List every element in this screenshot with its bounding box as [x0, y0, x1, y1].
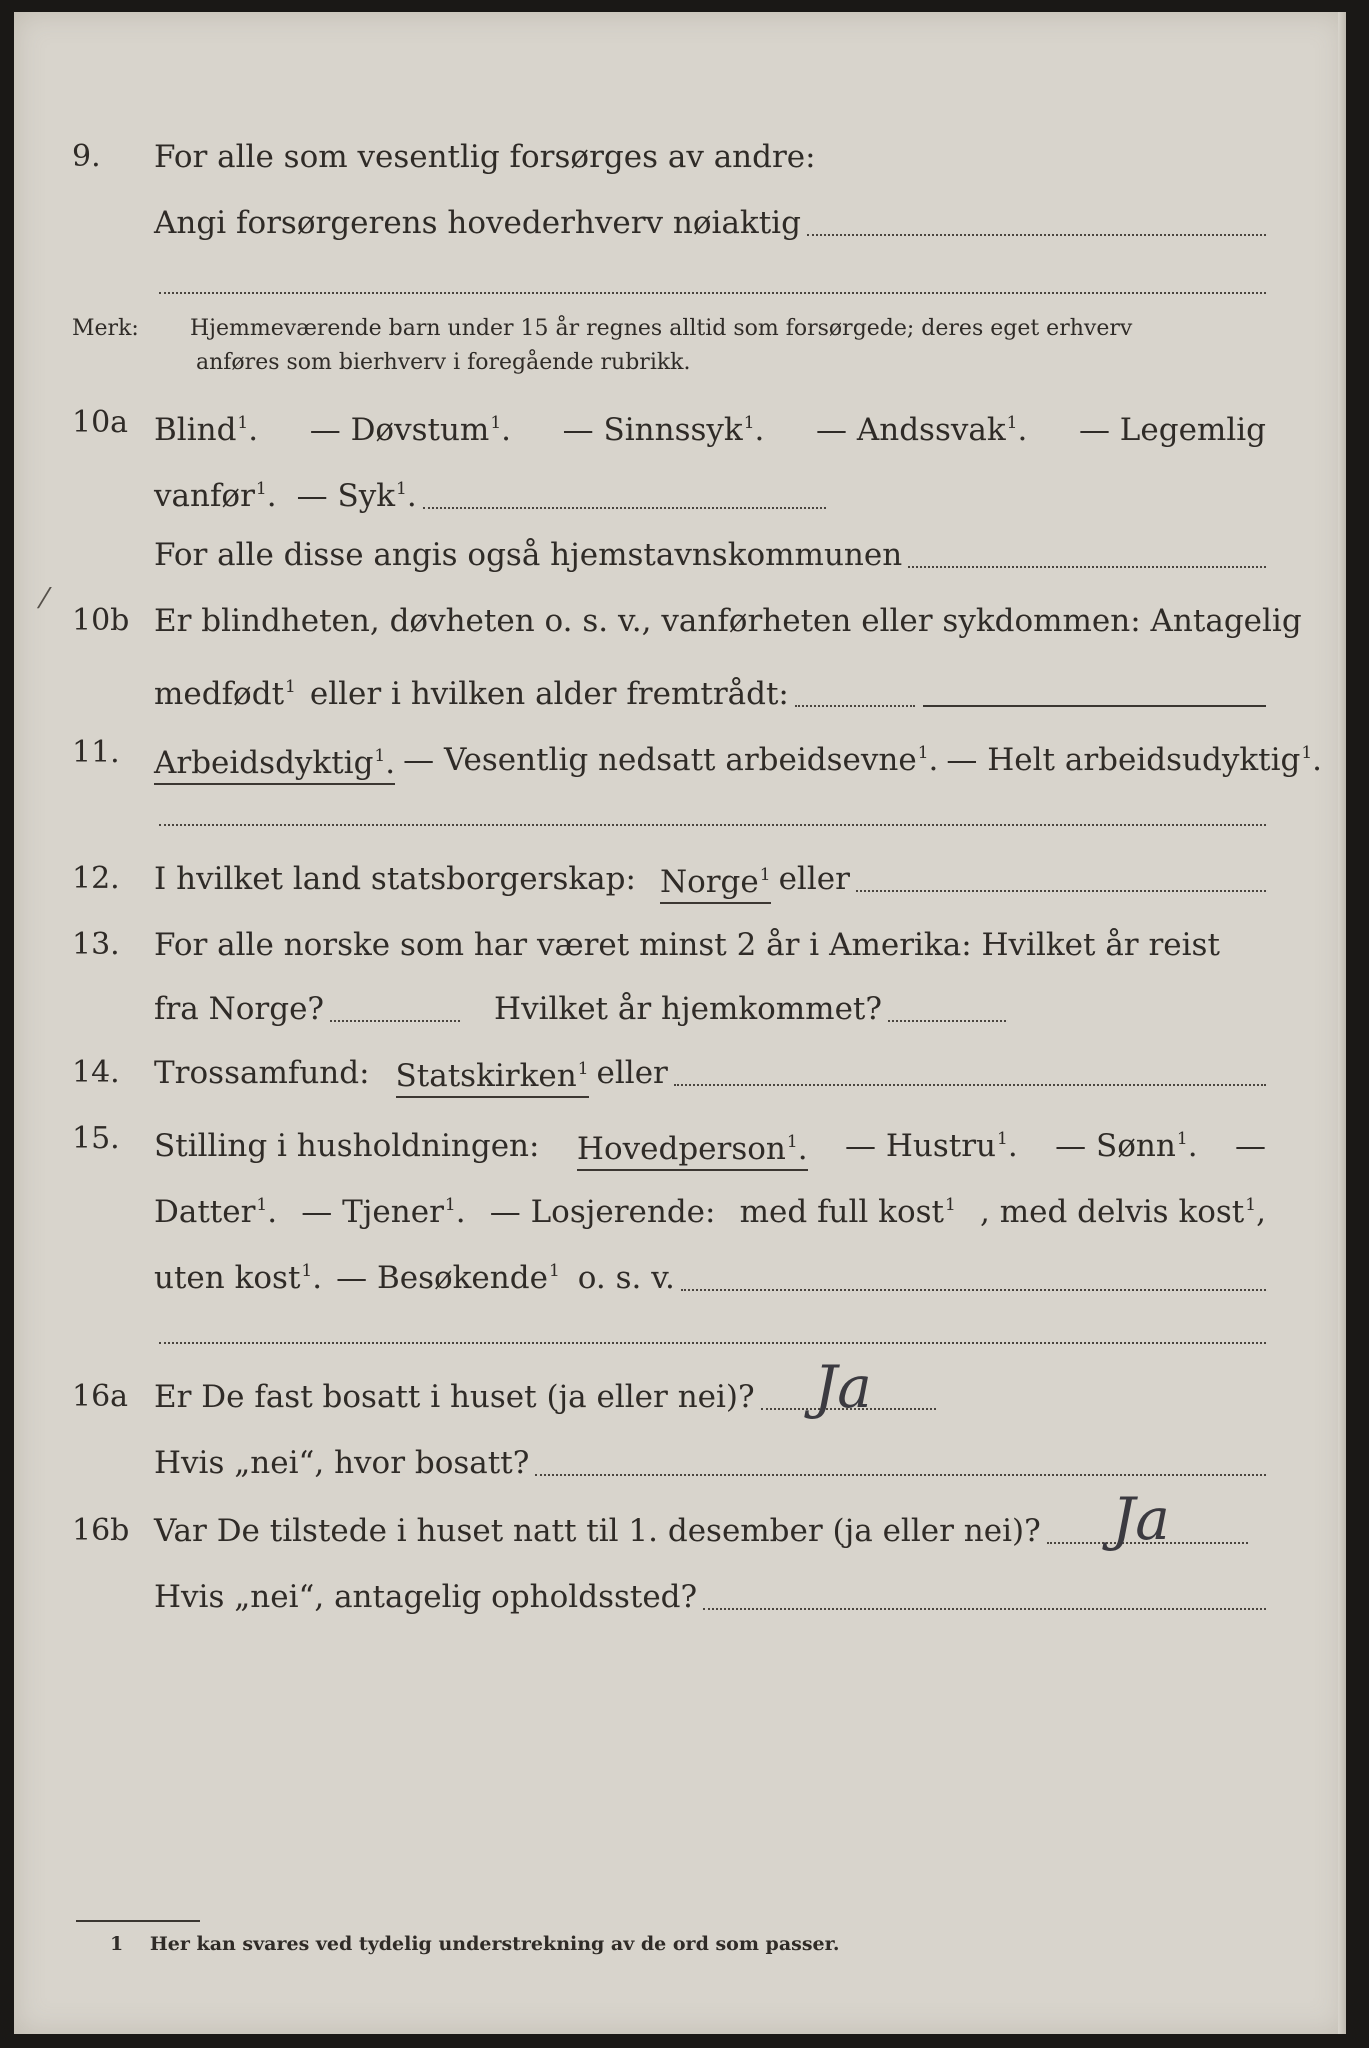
opt-datter[interactable]: Datter$^1$. — [154, 1194, 278, 1230]
opt-besokende[interactable]: — Besøkende$^1$ — [336, 1260, 560, 1296]
q13-line2 — [14, 984, 1346, 1034]
hjemstavn-field[interactable] — [908, 565, 1266, 568]
opt-norge[interactable]: Norge$^1$ — [660, 856, 771, 904]
opt-syk[interactable]: — Syk$^1$. — [296, 478, 417, 514]
q13-hjem-label: Hvilket år hjemkommet? — [494, 991, 883, 1027]
q15-lead: Stilling i husholdningen: — [154, 1128, 540, 1164]
q13-hjem-field[interactable] — [888, 1019, 1006, 1022]
q9-text: For alle som vesentlig forsørges av andre: — [154, 139, 816, 175]
footnote — [110, 1924, 840, 1964]
q11-extra-answer-line[interactable] — [159, 824, 1266, 826]
q14-line — [14, 1048, 1346, 1098]
q10b-age-dots[interactable] — [795, 704, 915, 707]
q12-text: I hvilket land statsborgerskap: — [154, 861, 636, 897]
q13-reist-field[interactable] — [330, 1019, 460, 1022]
opt-blind[interactable]: Blind — [154, 412, 237, 448]
q14-eller: eller — [596, 1055, 668, 1091]
q10b-age-field[interactable] — [923, 705, 1266, 707]
q10a-line3 — [14, 530, 1346, 580]
q9-extra-answer-line[interactable] — [159, 292, 1266, 294]
q12-number: 12. — [72, 861, 120, 896]
opt-sinnssyk[interactable]: — Sinnssyk — [562, 412, 743, 448]
q12-eller: eller — [778, 861, 850, 897]
footnote-text: Her kan svares ved tydelig understrekning av de ord som passer. — [149, 1933, 840, 1955]
q16a-handwritten-answer: Ja — [814, 1353, 872, 1421]
q15-osv: o. s. v. — [577, 1260, 675, 1296]
q12-other-country-field[interactable] — [856, 889, 1266, 892]
q16a-bosatt-field[interactable] — [535, 1473, 1266, 1476]
opt-vanfor[interactable]: vanfør$^1$. — [154, 478, 277, 514]
q10b-text: Er blindheten, døvheten o. s. v., vanførheten eller sykdommen: Antagelig — [154, 603, 1302, 639]
merk-line2: anføres som bierhverv i foregående rubrikk. — [196, 350, 691, 375]
q16a-line2 — [14, 1438, 1346, 1488]
q14-number: 14. — [72, 1055, 120, 1090]
opt-sonn[interactable]: — Sønn$^1$. — [1055, 1128, 1198, 1164]
q13-text: For alle norske som har været minst 2 år i Amerika: Hvilket år reist — [154, 927, 1220, 963]
q9-line2 — [14, 198, 1346, 248]
merk-line1: Hjemmeværende barn under 15 år regnes alltid som forsørgede; deres eget erhverv — [190, 316, 1133, 341]
opt-statskirken[interactable]: Statskirken$^1$ — [396, 1050, 589, 1098]
q10a-illness-field[interactable] — [423, 506, 826, 509]
q15-line1 — [14, 1114, 1346, 1167]
merk-note — [72, 312, 1266, 382]
q11-number: 11. — [72, 735, 120, 770]
q10b-line2 — [14, 662, 1346, 712]
footnote-rule — [76, 1920, 200, 1922]
census-form-page — [14, 12, 1346, 2034]
q10a-line1: 10a Blind$^1$. — Døvstum$^1$. — Sinnssyk$^1$. — Andssvak$^1$. — Legemlig — [14, 398, 1346, 448]
hjemstavn-label: For alle disse angis også hjemstavnskommunen — [154, 537, 903, 573]
q9-answer-field[interactable] — [807, 233, 1266, 236]
q16b-opholdssted-field[interactable] — [703, 1607, 1266, 1610]
q15-dash: — — [1235, 1128, 1266, 1164]
opt-tjener[interactable]: — Tjener$^1$. — [301, 1194, 466, 1230]
opt-andssvak[interactable]: — Andssvak — [816, 412, 1006, 448]
q15-number: 15. — [72, 1121, 120, 1156]
opt-uten-kost[interactable]: uten kost$^1$. — [154, 1260, 323, 1296]
q14-text: Trossamfund: — [154, 1055, 370, 1091]
q10a-line2 — [14, 464, 1346, 514]
q9-occupation-label: Angi forsørgerens hovederhverv nøiaktig — [154, 205, 801, 241]
q9-line1 — [14, 132, 1346, 182]
q16b-handwritten-answer: Ja — [1112, 1485, 1170, 1553]
q16a-line1 — [14, 1372, 1346, 1422]
q11-line — [14, 728, 1346, 781]
q13-reist-label: fra Norge? — [154, 991, 325, 1027]
opt-legemlig[interactable]: — Legemlig — [1078, 412, 1266, 448]
q13-number: 13. — [72, 927, 120, 962]
opt-medfodt[interactable]: medfødt$^1$ — [154, 676, 296, 712]
merk-label: Merk: — [72, 316, 139, 341]
opt-arbeidsdyktig[interactable]: Arbeidsdyktig$^1$. — [154, 737, 395, 785]
footnote-mark: 1 — [110, 1933, 124, 1955]
q13-line1 — [14, 920, 1346, 970]
q15-extra-answer-line[interactable] — [159, 1342, 1266, 1344]
q12-line — [14, 854, 1346, 904]
opt-hovedperson[interactable]: Hovedperson$^1$. — [577, 1123, 808, 1171]
opt-nedsatt[interactable]: — Vesentlig nedsatt arbeidsevne$^1$. — [403, 742, 939, 778]
q16a-number: 16a — [72, 1379, 129, 1414]
q10b-line1 — [14, 596, 1346, 646]
q9-number: 9. — [72, 139, 101, 174]
opt-udyktig[interactable]: — Helt arbeidsudyktig$^1$. — [946, 742, 1323, 778]
q16b-text: Var De tilstede i huset natt til 1. desember (ja eller nei)? — [154, 1513, 1041, 1549]
q15-other-field[interactable] — [681, 1288, 1266, 1291]
q16b-opholdssted-label: Hvis „nei“, antagelig opholdssted? — [154, 1579, 698, 1615]
q16a-text: Er De fast bosatt i huset (ja eller nei)? — [154, 1379, 755, 1415]
opt-delvis-kost[interactable]: , med delvis kost$^1$, — [980, 1194, 1266, 1230]
opt-dovstum[interactable]: — Døvstum — [309, 412, 490, 448]
opt-hustru[interactable]: — Hustru$^1$. — [845, 1128, 1018, 1164]
q10a-number: 10a — [72, 405, 129, 440]
q10b-age-label: eller i hvilken alder fremtrådt: — [309, 676, 789, 712]
pencil-tick-mark: ⁄ — [42, 582, 47, 615]
opt-full-kost[interactable]: med full kost$^1$ — [739, 1194, 956, 1230]
q10b-number: 10b — [72, 603, 130, 638]
q15-line3 — [14, 1246, 1346, 1296]
q16a-bosatt-label: Hvis „nei“, hvor bosatt? — [154, 1445, 530, 1481]
q15-line2 — [14, 1180, 1346, 1230]
q15-losjerende: — Losjerende: — [489, 1194, 716, 1230]
q16b-number: 16b — [72, 1513, 130, 1548]
q14-other-field[interactable] — [674, 1083, 1266, 1086]
q16b-line2 — [14, 1572, 1346, 1622]
